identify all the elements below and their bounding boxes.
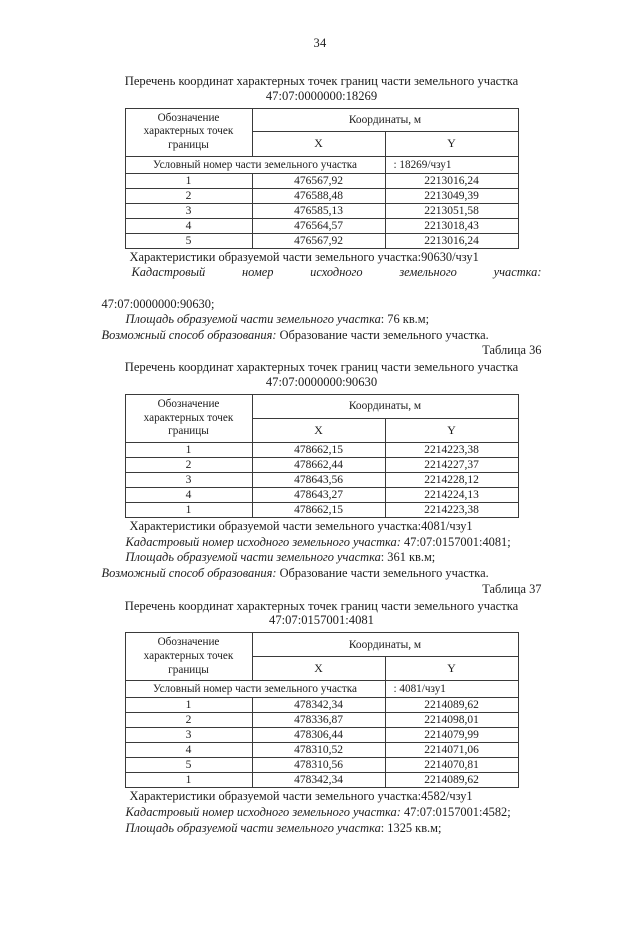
section-1-title-line1: Перечень координат характерных точек границ части земельного участка <box>124 74 519 88</box>
characteristics-label: Характеристики образуемой части земельного участка <box>129 789 418 804</box>
cadastral-label: Кадастровый номер исходного земельного участка: <box>125 534 401 549</box>
characteristics-value: :4582/чзу1 <box>417 789 473 804</box>
header-x: X <box>252 132 385 157</box>
section-2 <box>102 360 542 596</box>
coordinate-x: 478306,44 <box>252 728 385 743</box>
section-3-notes <box>102 789 542 836</box>
section-3 <box>102 599 542 837</box>
section-1-title-line2: 47:07:0000000:18269 <box>265 88 378 103</box>
point-number: 4 <box>125 488 252 503</box>
coordinate-y: 2214223,38 <box>385 443 518 458</box>
section-1-title <box>102 74 542 104</box>
characteristics-line <box>102 250 542 266</box>
table-caption-1: Таблица 36 <box>482 343 542 358</box>
table-header-row <box>125 108 518 131</box>
coordinate-x: 476567,92 <box>252 233 385 248</box>
coordinate-y: 2213049,39 <box>385 188 518 203</box>
table-row <box>125 773 518 788</box>
point-number: 3 <box>125 473 252 488</box>
table-row <box>125 758 518 773</box>
section-3-title <box>102 599 542 629</box>
header-coordinates: Координаты, м <box>252 108 518 131</box>
table-row <box>125 443 518 458</box>
conditional-number-row <box>125 681 518 698</box>
characteristics-value: :90630/чзу1 <box>417 249 479 264</box>
characteristics-label: Характеристики образуемой части земельного участка <box>129 249 418 264</box>
conditional-number-label: Условный номер части земельного участка <box>125 681 385 698</box>
coordinate-y: 2214228,12 <box>385 473 518 488</box>
coordinate-x: 478643,27 <box>252 488 385 503</box>
point-number: 1 <box>125 443 252 458</box>
coordinate-y: 2214227,37 <box>385 458 518 473</box>
coordinate-x: 478643,56 <box>252 473 385 488</box>
table-row <box>125 173 518 188</box>
coordinates-table-2 <box>125 394 519 518</box>
header-designation: Обозначение характерных точек границы <box>125 108 252 156</box>
coordinate-x: 476588,48 <box>252 188 385 203</box>
header-y: Y <box>385 132 518 157</box>
point-number: 3 <box>125 203 252 218</box>
section-3-title-line1: Перечень координат характерных точек границ части земельного участка <box>124 598 519 613</box>
cadastral-value: 47:07:0000000:90630; <box>101 296 215 311</box>
table-caption-2: Таблица 37 <box>482 581 542 596</box>
cadastral-line <box>102 265 542 312</box>
point-number: 1 <box>125 173 252 188</box>
cadastral-value: 47:07:0157001:4081; <box>403 534 511 549</box>
area-value: : 361 кв.м; <box>380 550 436 565</box>
conditional-number-value: : 4081/чзу1 <box>385 681 518 698</box>
table-row <box>125 188 518 203</box>
coordinate-y: 2214089,62 <box>385 698 518 713</box>
table-row <box>125 203 518 218</box>
area-label: Площадь образуемой части земельного участка <box>125 820 381 835</box>
area-label: Площадь образуемой части земельного участка <box>125 312 381 327</box>
table-header-row <box>125 633 518 656</box>
area-line <box>102 821 542 837</box>
point-number: 1 <box>125 503 252 518</box>
header-designation: Обозначение характерных точек границы <box>125 395 252 443</box>
coordinate-y: 2214098,01 <box>385 713 518 728</box>
point-number: 1 <box>125 698 252 713</box>
coordinate-y: 2214223,38 <box>385 503 518 518</box>
coordinate-y: 2213018,43 <box>385 218 518 233</box>
table-row <box>125 473 518 488</box>
point-number: 2 <box>125 188 252 203</box>
characteristics-line <box>102 789 542 805</box>
coordinate-x: 478342,34 <box>252 773 385 788</box>
point-number: 2 <box>125 713 252 728</box>
table-row <box>125 698 518 713</box>
header-designation: Обозначение характерных точек границы <box>125 633 252 681</box>
coordinate-y: 2214070,81 <box>385 758 518 773</box>
header-x: X <box>252 418 385 443</box>
coordinate-x: 478342,34 <box>252 698 385 713</box>
header-coordinates: Координаты, м <box>252 395 518 418</box>
header-y: Y <box>385 418 518 443</box>
coordinate-y: 2213051,58 <box>385 203 518 218</box>
coordinate-x: 478662,15 <box>252 503 385 518</box>
table-header-row <box>125 395 518 418</box>
coordinate-y: 2213016,24 <box>385 173 518 188</box>
area-value: : 76 кв.м; <box>380 312 430 327</box>
header-y: Y <box>385 656 518 681</box>
point-number: 5 <box>125 758 252 773</box>
area-label: Площадь образуемой части земельного участка <box>125 550 381 565</box>
cadastral-value: 47:07:0157001:4582; <box>403 804 511 819</box>
cadastral-label: Кадастровый номер исходного земельного участка: <box>131 265 542 280</box>
table-row <box>125 743 518 758</box>
method-label: Возможный способ образования: <box>101 327 277 342</box>
table-row <box>125 503 518 518</box>
point-number: 2 <box>125 458 252 473</box>
table-row <box>125 458 518 473</box>
point-number: 4 <box>125 743 252 758</box>
coordinate-y: 2214089,62 <box>385 773 518 788</box>
table-row <box>125 233 518 248</box>
coordinate-y: 2214071,06 <box>385 743 518 758</box>
cadastral-label: Кадастровый номер исходного земельного участка: <box>125 804 401 819</box>
section-1 <box>102 74 542 358</box>
section-2-title <box>102 360 542 390</box>
coordinate-x: 478310,56 <box>252 758 385 773</box>
conditional-number-row <box>125 156 518 173</box>
conditional-number-label: Условный номер части земельного участка <box>125 156 385 173</box>
characteristics-value: :4081/чзу1 <box>417 519 473 534</box>
page-number: 34 <box>313 36 327 50</box>
characteristics-label: Характеристики образуемой части земельного участка <box>129 519 418 534</box>
coordinate-x: 478336,87 <box>252 713 385 728</box>
coordinate-x: 476564,57 <box>252 218 385 233</box>
area-line <box>102 550 542 566</box>
conditional-number-value: : 18269/чзу1 <box>385 156 518 173</box>
section-2-notes <box>102 519 542 582</box>
characteristics-line <box>102 519 542 535</box>
coordinate-y: 2214079,99 <box>385 728 518 743</box>
section-1-notes <box>102 250 542 344</box>
area-line <box>102 312 542 328</box>
section-2-title-line2: 47:07:0000000:90630 <box>265 375 378 390</box>
method-value: Образование части земельного участка. <box>279 566 489 580</box>
table-row <box>125 728 518 743</box>
area-value: : 1325 кв.м; <box>380 820 442 835</box>
point-number: 3 <box>125 728 252 743</box>
method-line <box>102 328 542 344</box>
page-content <box>99 74 542 836</box>
coordinate-x: 478662,15 <box>252 443 385 458</box>
section-3-title-line2: 47:07:0157001:4081 <box>269 613 374 628</box>
coordinate-x: 478310,52 <box>252 743 385 758</box>
coordinate-x: 476567,92 <box>252 173 385 188</box>
coordinate-y: 2214224,13 <box>385 488 518 503</box>
header-x: X <box>252 656 385 681</box>
method-line <box>102 566 542 582</box>
cadastral-line <box>102 535 542 551</box>
coordinate-x: 478662,44 <box>252 458 385 473</box>
document-page <box>0 36 640 941</box>
header-coordinates: Координаты, м <box>252 633 518 656</box>
coordinates-table-3 <box>125 632 519 788</box>
coordinate-x: 476585,13 <box>252 203 385 218</box>
table-row <box>125 218 518 233</box>
method-value: Образование части земельного участка. <box>279 327 489 342</box>
coordinate-y: 2213016,24 <box>385 233 518 248</box>
cadastral-line <box>102 805 542 821</box>
method-label: Возможный способ образования: <box>101 566 277 580</box>
point-number: 1 <box>125 773 252 788</box>
table-row <box>125 488 518 503</box>
coordinates-table-1 <box>125 108 519 249</box>
point-number: 5 <box>125 233 252 248</box>
section-2-title-line1: Перечень координат характерных точек границ части земельного участка <box>124 360 519 375</box>
table-row <box>125 713 518 728</box>
point-number: 4 <box>125 218 252 233</box>
